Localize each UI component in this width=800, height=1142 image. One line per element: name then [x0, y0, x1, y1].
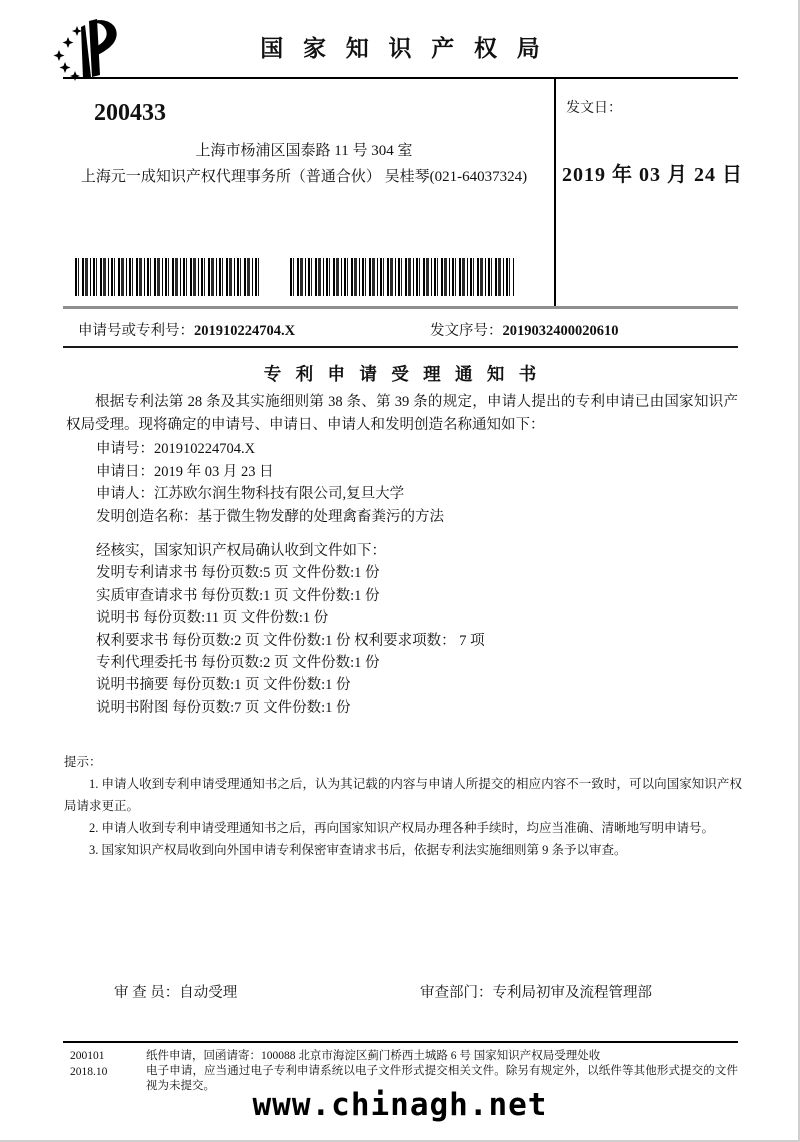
field-application-number: 申请号：201910224704.X: [96, 441, 256, 457]
examiner-value: 自动受理: [179, 985, 238, 1001]
tip-item: 2. 申请人收到专利申请受理通知书之后，再向国家知识产权局办理各种手续时，均应当准确、清晰地写明申请号。: [89, 821, 715, 835]
footer-efiling-line: 电子申请，应当通过电子专利申请系统以电子文件形式提交相关文件。除另有规定外，以纸件等其他形式提交的文件视为未提交。: [146, 1065, 738, 1092]
department-value: 专利局初审及流程管理部: [492, 985, 652, 1001]
notice-title: 专 利 申 请 受 理 通 知 书: [263, 364, 542, 384]
document-item: 说明书 每份页数:11 页 文件份数:1 份: [96, 610, 329, 627]
serial-number-value: 2019032400020610: [502, 323, 619, 339]
field-invention-title: 发明创造名称：基于微生物发酵的处理禽畜粪污的方法: [96, 508, 444, 525]
document-item: 实质审查请求书 每份页数:1 页 文件份数:1 份: [96, 587, 380, 604]
footer-form-date: 2018.10: [70, 1066, 108, 1078]
recipient-postcode: 200433: [94, 100, 166, 126]
received-documents-intro: 经核实，国家知识产权局确认收到文件如下：: [96, 543, 386, 559]
barcode-serial-number: [290, 258, 514, 296]
footer-paper-filing-line: 纸件申请，回函请寄：100088 北京市海淀区蓟门桥西土城路 6 号 国家知识产权局受理处收: [146, 1050, 601, 1062]
signoff-row: [114, 981, 738, 1002]
mid-divider-rule: [63, 346, 738, 348]
document-item: 专利代理委托书 每份页数:2 页 文件份数:1 份: [96, 655, 380, 672]
examiner-label: 审 查 员：: [114, 985, 180, 1001]
application-number-value: 201910224704.X: [194, 323, 296, 339]
serial-number-label: 发文序号：: [430, 323, 503, 339]
tips-label: 提示：: [64, 755, 102, 769]
watermark-url: www.chinagh.net: [252, 1087, 548, 1123]
recipient-address: 上海市杨浦区国泰路 11 号 304 室: [195, 143, 413, 159]
department-label: 审查部门：: [420, 985, 493, 1001]
application-number-label: 申请号或专利号：: [78, 323, 194, 339]
tips-section: [64, 751, 742, 861]
footer-form-code: 200101: [70, 1050, 105, 1062]
tip-item: 3. 国家知识产权局收到向外国申请专利保密审查请求书后，依据专利法实施细则第 9 条予以审查。: [89, 843, 627, 857]
dispatch-date-value: 2019 年 03 月 24 日: [562, 164, 743, 186]
reference-row: [78, 319, 738, 340]
tip-item: 1. 申请人收到专利申请受理通知书之后，认为其记载的内容与申请人所提交的相应内容不一致时，可以向国家知识产权局请求更正。: [64, 777, 742, 813]
document-item: 发明专利请求书 每份页数:5 页 文件份数:1 份: [96, 565, 380, 582]
field-application-date: 申请日：2019 年 03 月 23 日: [96, 463, 274, 480]
thick-divider-rule: [63, 306, 738, 309]
document-item: 权利要求书 每份页数:2 页 文件份数:1 份 权利要求项数： 7 项: [96, 632, 485, 649]
org-title: 国 家 知 识 产 权 局: [260, 36, 547, 61]
header-box-divider: [554, 78, 556, 307]
application-fields: [96, 438, 444, 528]
dispatch-date-label: 发文日：: [566, 101, 622, 116]
notice-intro-paragraph: 根据专利法第 28 条及其实施细则第 38 条、第 39 条的规定，申请人提出的专利申请已由国家知识产权局受理。现将确定的申请号、申请日、申请人和发明创造名称通知如下：: [66, 394, 738, 433]
received-documents-list: [96, 540, 485, 719]
document-item: 说明书附图 每份页数:7 页 文件份数:1 份: [96, 699, 351, 716]
barcode-application-number: [75, 258, 261, 296]
header-rule: [63, 77, 738, 79]
document-item: 说明书摘要 每份页数:1 页 文件份数:1 份: [96, 677, 351, 694]
recipient-agency: 上海元一成知识产权代理事务所（普通合伙） 吴桂琴(021-64037324): [80, 169, 528, 185]
field-applicant: 申请人：江苏欧尔润生物科技有限公司,复旦大学: [96, 486, 405, 502]
footer-rule: [63, 1041, 738, 1043]
